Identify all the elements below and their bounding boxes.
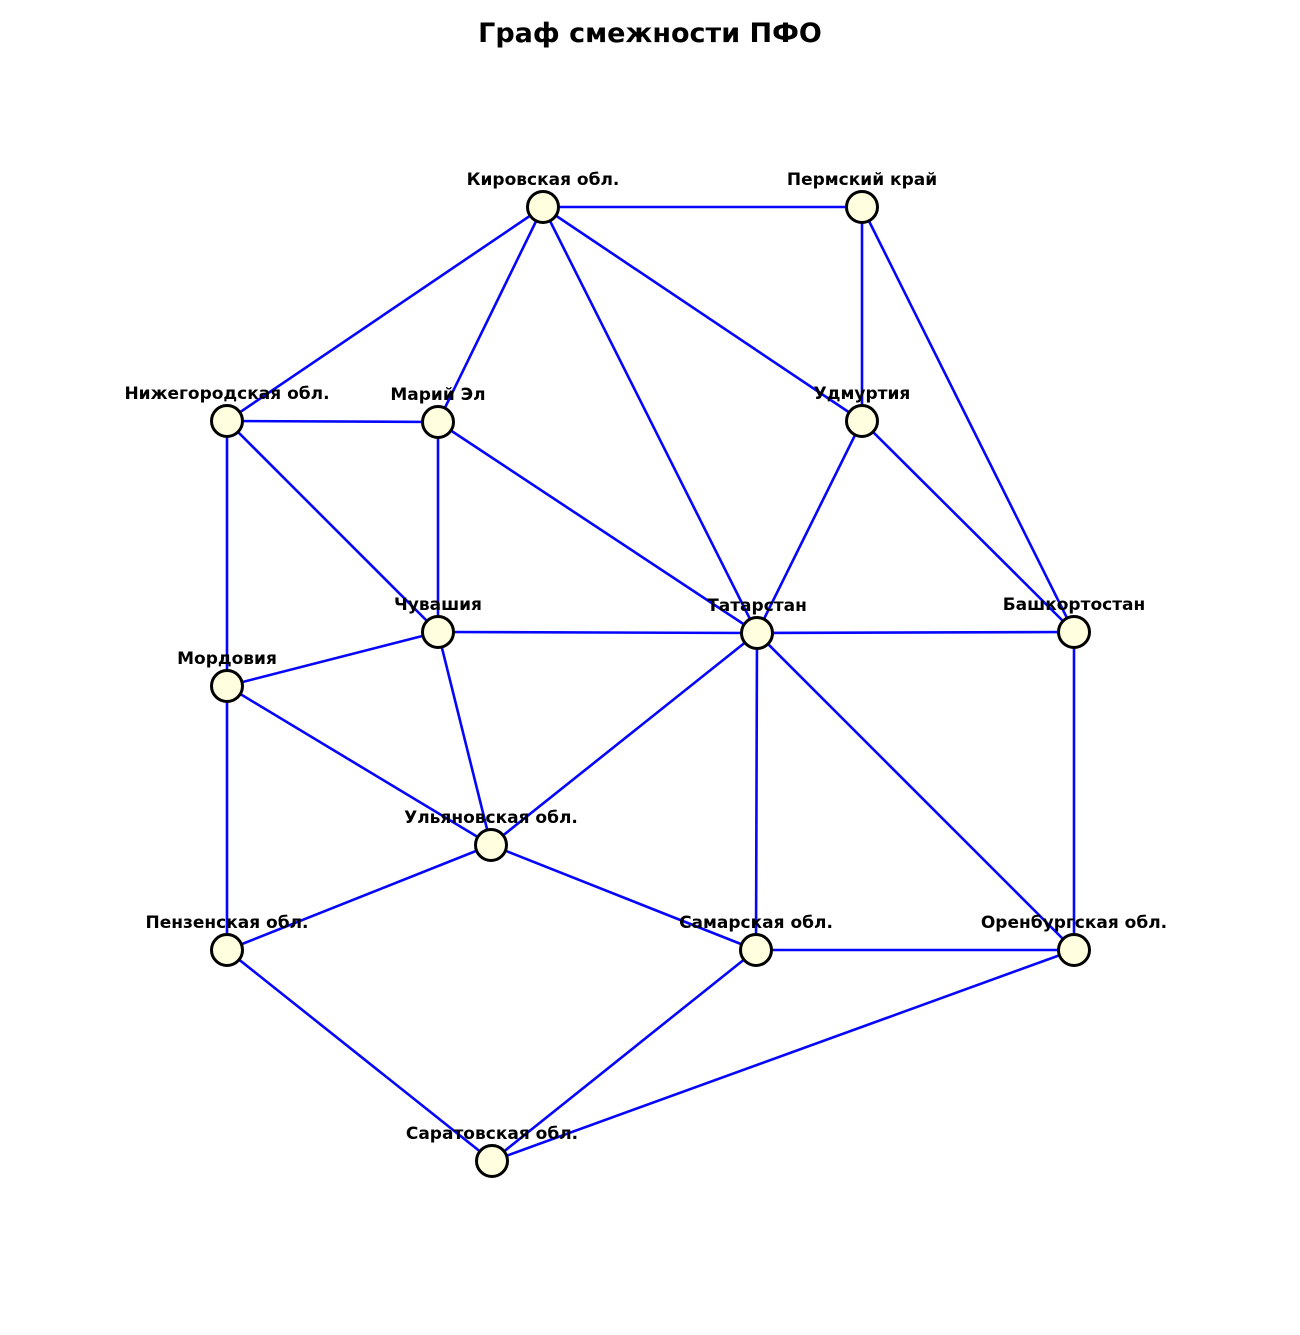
node-chuvashia [423,617,454,648]
node-bashkortostan [1059,617,1090,648]
node-label-samarskaya: Самарская обл. [679,913,833,933]
node-label-udmurtia: Удмуртия [813,384,911,404]
node-label-kirovskaya: Кировская обл. [466,170,620,190]
node-label-mariy-el: Марий Эл [390,385,486,405]
edge-nizhegorodskaya--mariy-el [227,421,438,422]
node-ulyanovskaya [476,830,507,861]
node-permsky [847,192,878,223]
node-label-permsky: Пермский край [786,170,938,190]
edge-permsky--bashkortostan [862,207,1074,632]
node-mordovia [212,671,243,702]
node-label-tatarstan: Татарстан [707,596,807,616]
labels-layer [124,170,1167,1144]
node-nizhegorodskaya [212,406,243,437]
edge-ulyanovskaya--penzenskaya [227,845,491,950]
edge-ulyanovskaya--samarskaya [491,845,756,950]
node-label-ulyanovskaya: Ульяновская обл. [404,808,578,828]
node-penzenskaya [212,935,243,966]
edge-tatarstan--samarskaya [756,633,757,950]
chart-title: Граф смежности ПФО [478,18,822,49]
edge-tatarstan--bashkortostan [757,632,1074,633]
edge-tatarstan--orenburgskaya [757,633,1074,950]
node-kirovskaya [528,192,559,223]
node-label-nizhegorodskaya: Нижегородская обл. [124,384,330,404]
node-mariy-el [423,407,454,438]
edge-kirovskaya--tatarstan [543,207,757,633]
node-label-bashkortostan: Башкортостан [1002,595,1146,615]
node-saratovskaya [477,1146,508,1177]
node-label-mordovia: Мордовия [177,649,277,669]
node-samarskaya [741,935,772,966]
node-label-penzenskaya: Пензенская обл. [145,913,309,933]
node-udmurtia [847,406,878,437]
node-orenburgskaya [1059,935,1090,966]
node-tatarstan [742,618,773,649]
edge-chuvashia--tatarstan [438,632,757,633]
nodes-layer [212,192,1090,1177]
node-label-saratovskaya: Саратовская обл. [405,1124,579,1144]
node-label-chuvashia: Чувашия [394,595,482,615]
edge-orenburgskaya--saratovskaya [492,950,1074,1161]
node-label-orenburgskaya: Оренбургская обл. [980,913,1168,933]
edges-layer [227,207,1074,1161]
